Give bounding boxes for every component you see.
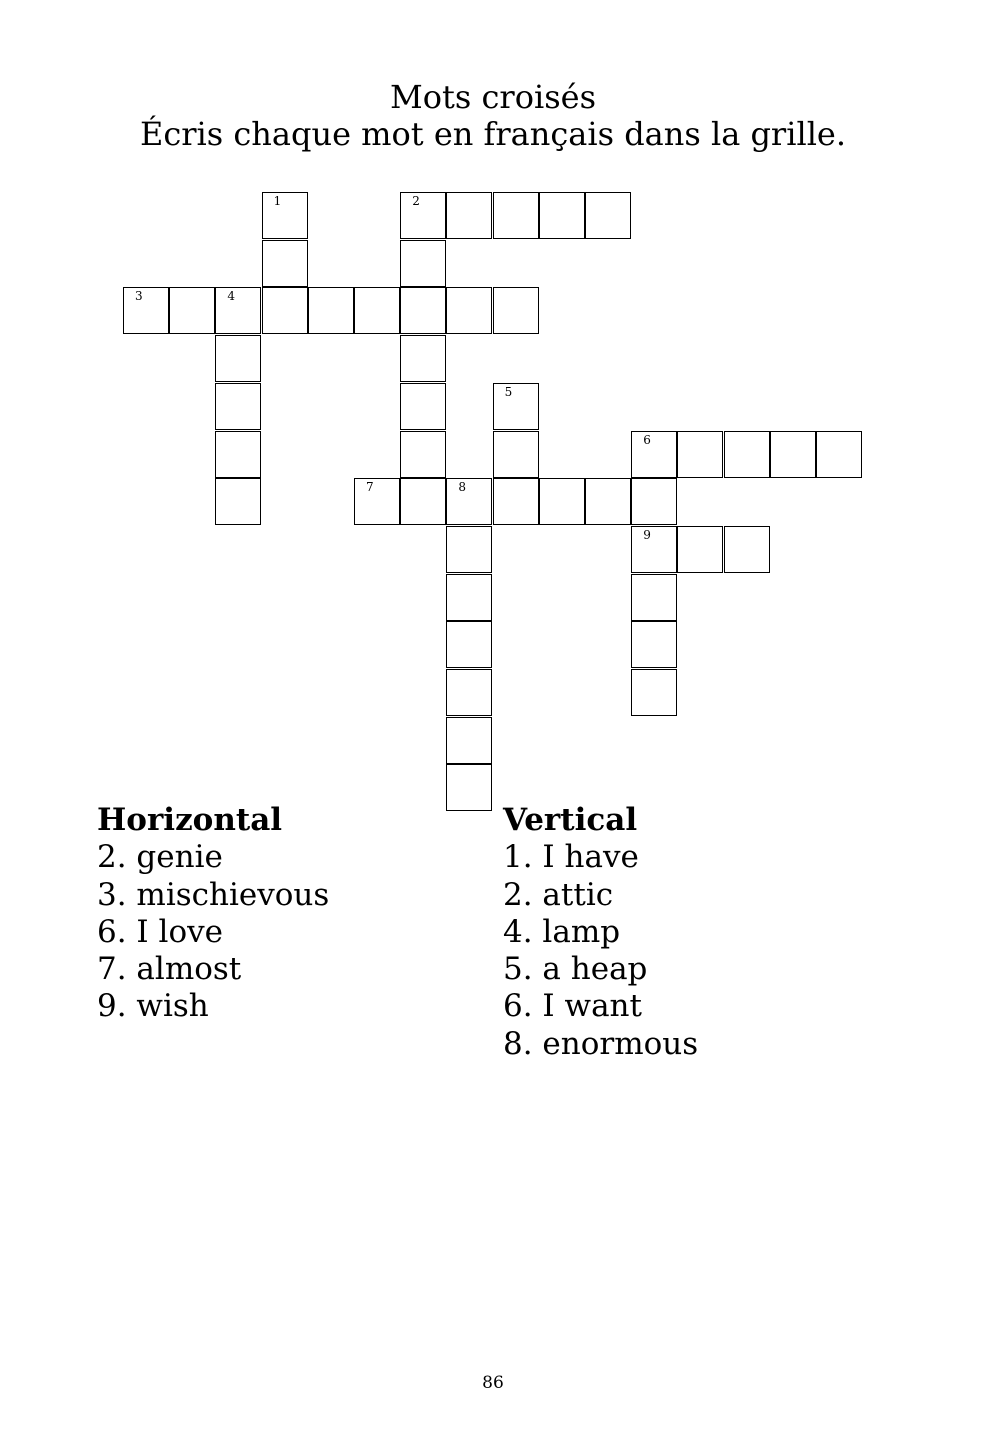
- clue-number: 7: [366, 480, 374, 495]
- grid-cell[interactable]: [400, 431, 446, 478]
- grid-cell[interactable]: [816, 431, 862, 478]
- grid-cell[interactable]: [493, 431, 539, 478]
- clue-number: 5: [504, 384, 513, 399]
- grid-cell[interactable]: [123, 287, 169, 334]
- grid-cell[interactable]: [354, 287, 400, 334]
- grid-cell[interactable]: [770, 431, 816, 478]
- grid-cell[interactable]: [446, 621, 492, 668]
- grid-cell[interactable]: [446, 478, 492, 525]
- page-title: Mots croisés: [390, 78, 596, 116]
- grid-cell[interactable]: [354, 478, 400, 525]
- clue-vertical: 2. attic: [503, 876, 614, 913]
- grid-cell[interactable]: [493, 383, 539, 430]
- grid-cell[interactable]: [539, 478, 585, 525]
- clue-number: 2: [412, 194, 420, 208]
- grid-cell[interactable]: [677, 526, 723, 573]
- grid-cell[interactable]: [446, 717, 492, 764]
- grid-cell[interactable]: [631, 431, 677, 478]
- horizontal-heading: Horizontal: [97, 802, 283, 838]
- clue-number: 4: [227, 289, 236, 304]
- grid-cell[interactable]: [215, 287, 261, 334]
- page-number: 86: [482, 1373, 504, 1393]
- horizontal-clues: [97, 802, 329, 1026]
- grid-cell[interactable]: [169, 287, 215, 334]
- grid-cell[interactable]: [400, 383, 446, 430]
- grid-cell[interactable]: [539, 192, 585, 239]
- clue-vertical: 1. I have: [503, 839, 639, 876]
- clue-vertical: 4. lamp: [503, 913, 621, 950]
- grid-cell[interactable]: [262, 287, 308, 334]
- grid-cell[interactable]: [400, 240, 446, 287]
- clue-number: 8: [458, 480, 467, 495]
- vertical-clues: [503, 802, 698, 1063]
- clue-vertical: 8. enormous: [503, 1025, 699, 1062]
- grid-cell[interactable]: [585, 192, 631, 239]
- grid-cell[interactable]: [493, 478, 539, 525]
- grid-cell[interactable]: [631, 669, 677, 716]
- grid-cell[interactable]: [631, 526, 677, 573]
- grid-cell[interactable]: [215, 383, 261, 430]
- grid-cell[interactable]: [446, 287, 492, 334]
- grid-cell[interactable]: [446, 526, 492, 573]
- grid-cell[interactable]: [215, 335, 261, 382]
- grid-cell[interactable]: [724, 526, 770, 573]
- grid-cell[interactable]: [493, 287, 539, 334]
- grid-cell[interactable]: [215, 478, 261, 525]
- grid-cell[interactable]: [400, 478, 446, 525]
- grid-cell[interactable]: [724, 431, 770, 478]
- grid-cell[interactable]: [400, 335, 446, 382]
- clue-horizontal: 6. I love: [97, 913, 223, 950]
- grid-cell[interactable]: [631, 478, 677, 525]
- grid-cell[interactable]: [400, 287, 446, 334]
- clue-horizontal: 3. mischievous: [97, 876, 330, 913]
- grid-cell[interactable]: [446, 669, 492, 716]
- grid-cell[interactable]: [262, 192, 308, 239]
- clue-vertical: 5. a heap: [503, 951, 648, 988]
- clue-number: 9: [643, 527, 651, 542]
- clue-horizontal: 7. almost: [97, 951, 242, 988]
- grid-cell[interactable]: [215, 431, 261, 478]
- grid-cell[interactable]: [631, 574, 677, 621]
- vertical-heading: Vertical: [503, 802, 638, 838]
- clue-number: 1: [273, 194, 282, 208]
- grid-cell[interactable]: [446, 192, 492, 239]
- clue-horizontal: 2. genie: [97, 839, 223, 876]
- grid-cell[interactable]: [400, 192, 446, 239]
- grid-cell[interactable]: [262, 240, 308, 287]
- clue-horizontal: 9. wish: [97, 988, 209, 1025]
- grid-cell[interactable]: [446, 764, 492, 811]
- grid-cell[interactable]: [631, 621, 677, 668]
- grid-cell[interactable]: [446, 574, 492, 621]
- clue-number: 6: [643, 432, 651, 447]
- instructions: Écris chaque mot en français dans la grille.: [139, 115, 847, 153]
- grid-cell[interactable]: [677, 431, 723, 478]
- grid-cell[interactable]: [585, 478, 631, 525]
- clue-number: 3: [135, 289, 143, 304]
- grid-cell[interactable]: [308, 287, 354, 334]
- clue-vertical: 6. I want: [503, 988, 642, 1025]
- grid-cell[interactable]: [493, 192, 539, 239]
